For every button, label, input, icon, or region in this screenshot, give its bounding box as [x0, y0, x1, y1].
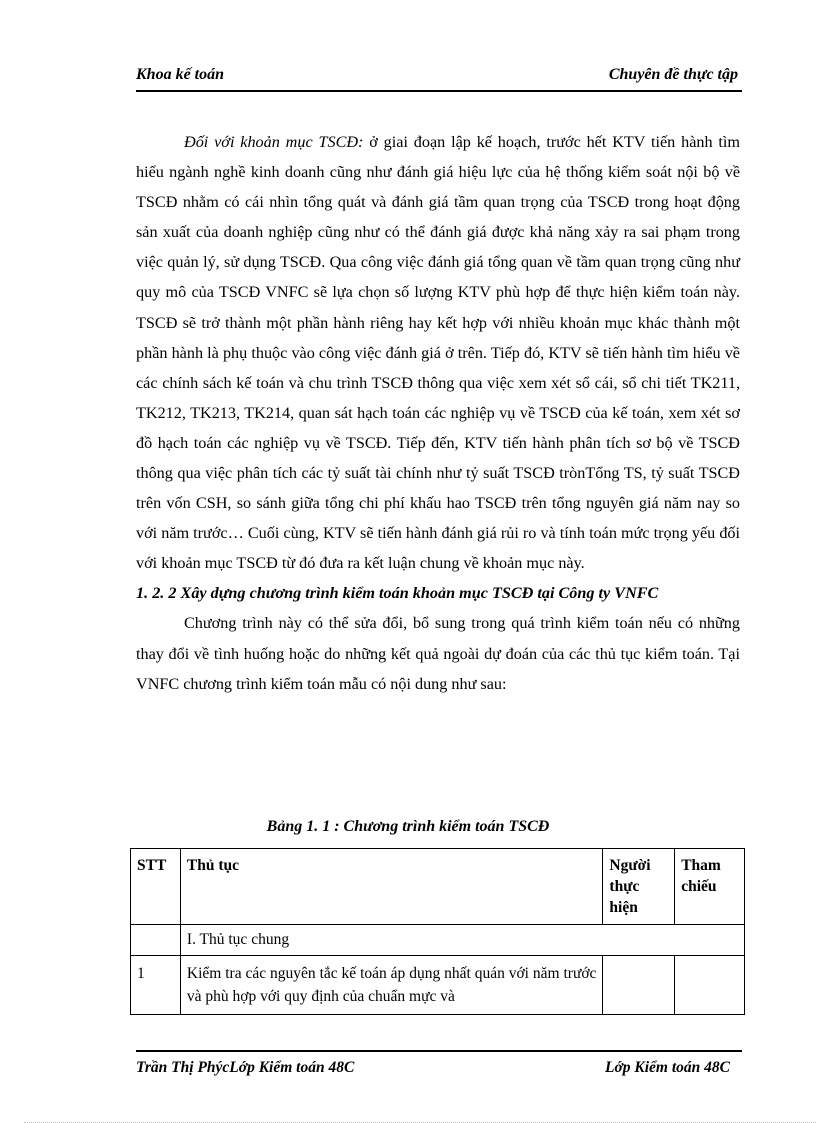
header-procedure: Thủ tục [180, 849, 603, 925]
header-performer: Người thực hiện [603, 849, 675, 925]
document-body [136, 127, 740, 699]
row-reference [675, 956, 745, 1015]
table-title: Bảng 1. 1 : Chương trình kiểm toán TSCĐ [266, 818, 550, 835]
paragraph-text: ở giai đoạn lập kế hoạch, trước hết KTV tiến hành tìm hiểu ngành nghề kinh doanh cũng như đánh giá hiệu lực của hệ thống kiểm soát nội bộ về TSCĐ nhằm có cái nhìn tổng quát và đánh giá tầm quan trọng của TSCĐ trong hoạt động sản xuất của doanh nghiệp cũng như có thể đánh giá được khả năng xảy ra sai phạm trong việc quản lý, sử dụng TSCĐ. Qua công việc đánh giá tổng quan về tầm quan trọng cũng như quy mô của TSCĐ VNFC sẽ lựa chọn số lượng KTV phù hợp để thực hiện kiểm toán này. TSCĐ sẽ trở thành một phần hành riêng hay kết hợp với nhiều khoản mục khác thành một phần hành là phụ thuộc vào công việc đánh giá ở trên. Tiếp đó, KTV sẽ tiến hành tìm hiểu về các chính sách kế toán và chu trình TSCĐ thông qua việc xem xét sổ cái, sổ chi tiết TK211, TK212, TK213, TK214, quan sát hạch toán các nghiệp vụ về TSCĐ của kế toán, xem xét sơ đồ hạch toán các nghiệp vụ về TSCĐ. Tiếp đến, KTV tiến hành phân tích sơ bộ về TSCĐ thông qua việc phân tích các tỷ suất tài chính như tỷ suất TSCĐ trònTổng TS, tỷ suất TSCĐ trên vốn CSH, so sánh giữa tổng chi phí khấu hao TSCĐ trên tổng nguyên giá năm nay so với năm trước… Cuối cùng, KTV sẽ tiến hành đánh giá rủi ro và tính toán mức trọng yếu đối với khoản mục TSCĐ từ đó đưa ra kết luận chung về khoản mục này. [136, 133, 740, 573]
row-performer [603, 956, 675, 1015]
footer-author: Trần Thị PhýcLớp Kiểm toán 48C [136, 1059, 355, 1076]
paragraph-fixed-assets [136, 127, 740, 578]
section-heading: 1. 2. 2 Xây dựng chương trình kiểm toán khoản mục TSCĐ tại Công ty VNFC [136, 584, 659, 603]
table-header-row [131, 849, 745, 925]
audit-program-table [130, 848, 745, 1015]
page-footer [136, 1050, 742, 1076]
header-doc-type: Chuyên đề thực tập [608, 66, 738, 83]
footer-class: Lớp Kiểm toán 48C [604, 1059, 730, 1076]
row-procedure: Kiểm tra các nguyên tắc kế toán áp dụng nhất quán với năm trước và phù hợp với quy định của chuẩn mực và [180, 956, 603, 1015]
header-faculty: Khoa kế toán [136, 66, 225, 83]
page-header [136, 64, 742, 92]
section-label: I. Thủ tục chung [180, 925, 744, 956]
paragraph-lead: Đối với khoản mục TSCĐ: [184, 133, 364, 151]
header-reference: Tham chiếu [675, 849, 745, 925]
header-stt: STT [131, 849, 181, 925]
section-empty-cell [131, 925, 181, 956]
paragraph-program: Chương trình này có thể sửa đổi, bổ sung trong quá trình kiểm toán nếu có những thay đổi về tình huống hoặc do những kết quả ngoài dự đoán của các thủ tục kiểm toán. Tại VNFC chương trình kiểm toán mẫu có nội dung như sau: [136, 614, 740, 693]
table-section-row [131, 925, 745, 956]
row-stt: 1 [131, 956, 181, 1015]
table-row [131, 956, 745, 1015]
